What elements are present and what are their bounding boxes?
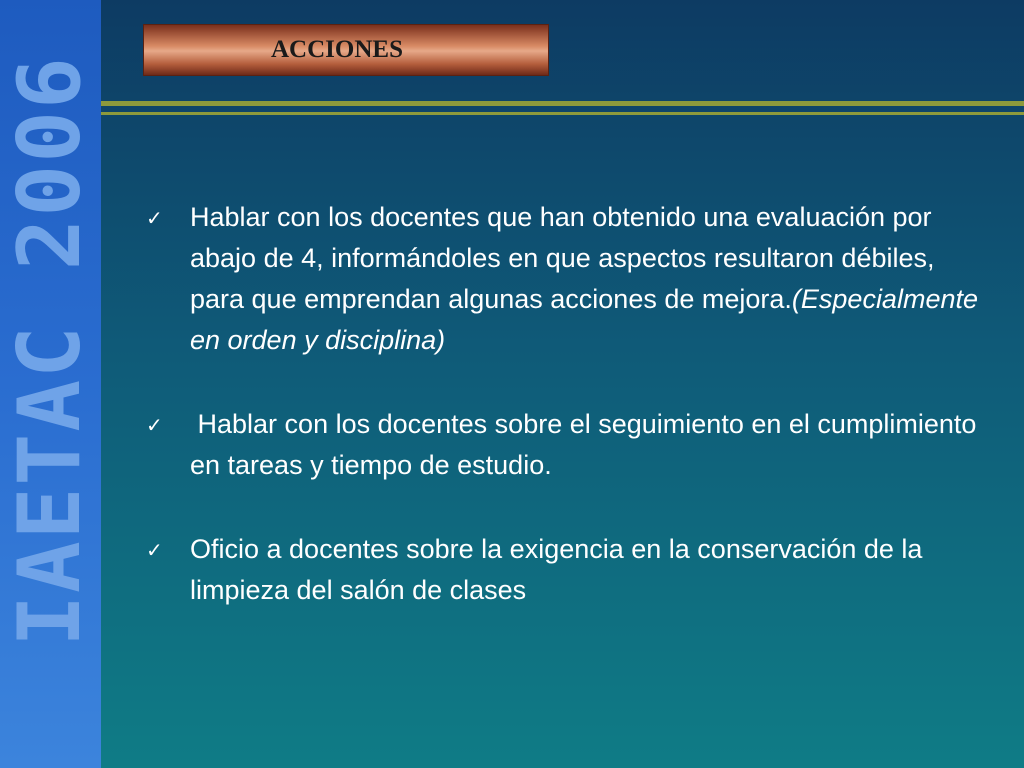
check-icon: ✓: [146, 206, 163, 230]
check-icon: ✓: [146, 538, 163, 562]
bullet-text: Hablar con los docentes que han obtenido una evaluación por abajo de 4, informándoles en que aspectos resultaron débiles, para que emprendan algunas acciones de mejora.: [190, 202, 935, 314]
bullet-item: [140, 197, 990, 361]
bullet-list: [140, 197, 990, 654]
bullet-text: Oficio a docentes sobre la exigencia en la conservación de la limpieza del salón de clases: [190, 534, 923, 605]
bullet-item: [140, 404, 990, 486]
bullet-italic-note: (Especialmente en orden y disciplina): [190, 284, 978, 355]
page-title: ACCIONES: [271, 36, 403, 63]
side-band: [0, 0, 101, 768]
divider-top: [101, 101, 1024, 106]
title-box: [143, 24, 549, 76]
divider-bottom: [101, 112, 1024, 115]
check-icon: ✓: [146, 413, 163, 437]
bullet-text: Hablar con los docentes sobre el seguimiento en el cumplimiento en tareas y tiempo de estudio.: [190, 409, 984, 480]
bullet-item: [140, 529, 990, 611]
vertical-title: IAETAC 2006: [0, 55, 100, 647]
